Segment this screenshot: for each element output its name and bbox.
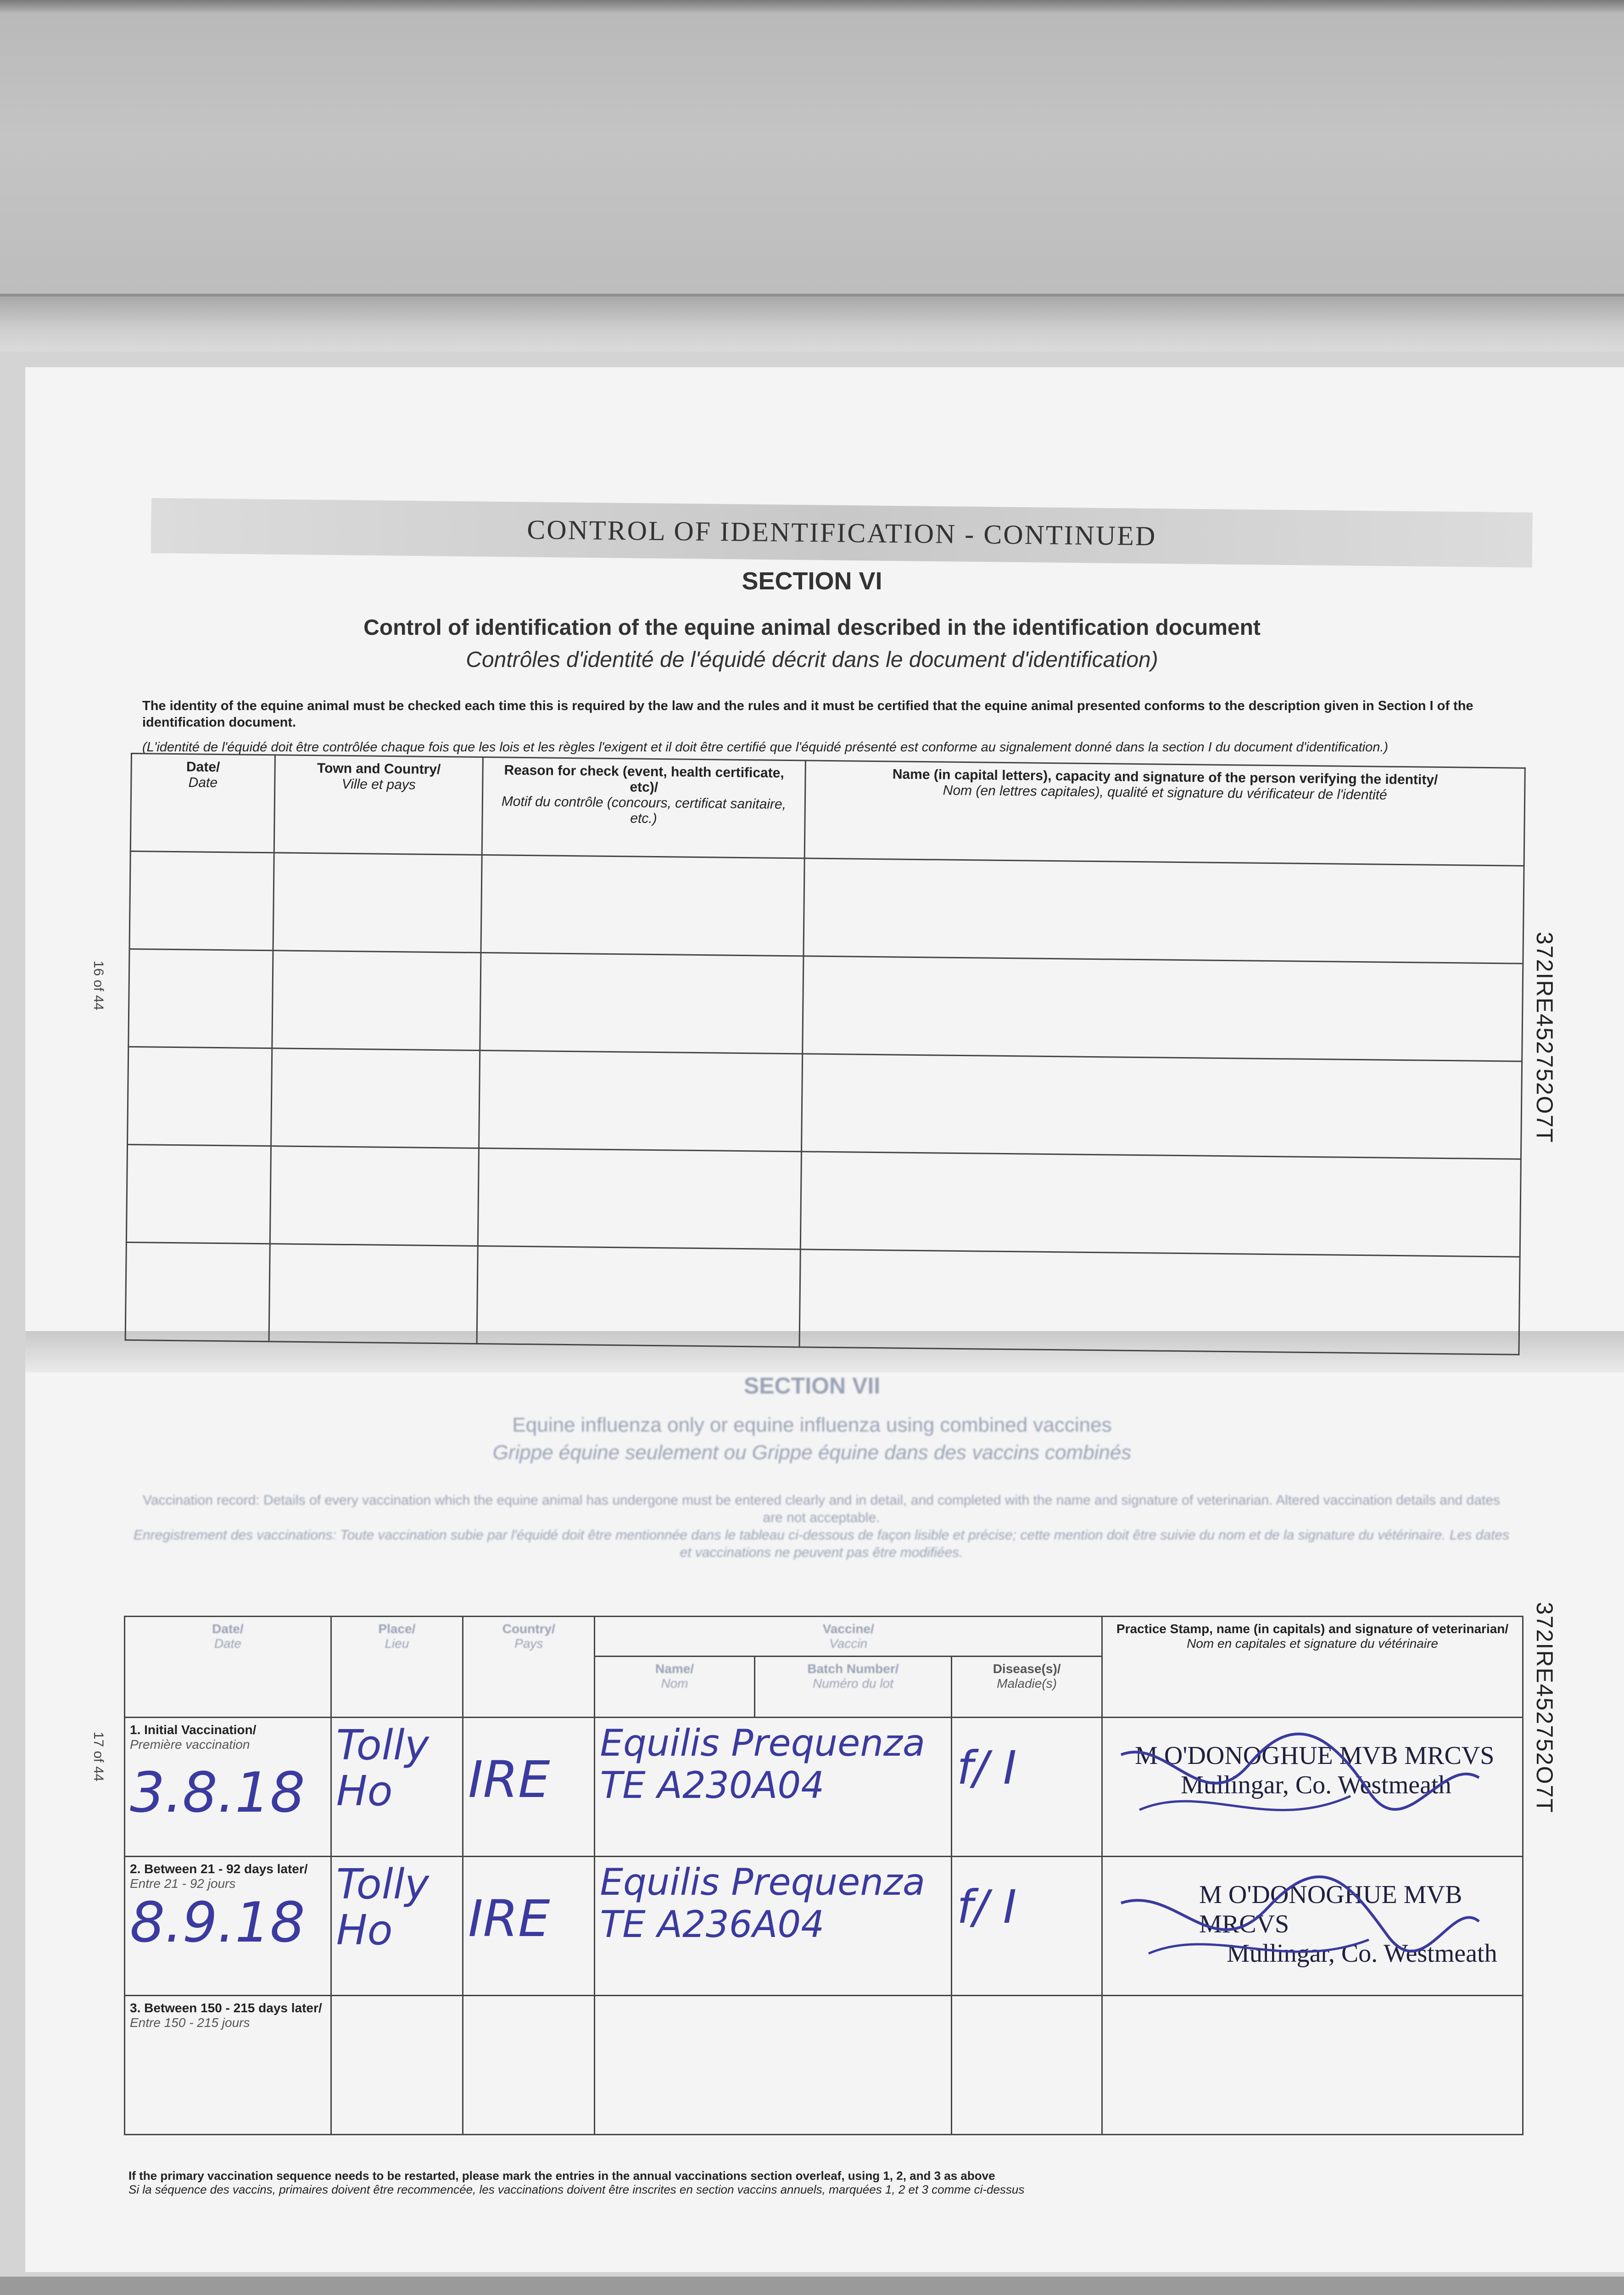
handwritten-country: IRE [468,1889,550,1948]
vet-stamp-name: M O'DONOGHUE MVB MRCVS [1135,1741,1495,1770]
vac-col-batch-fr: Numéro du lot [812,1676,893,1690]
vac-col-stamp-fr: Nom en capitales et signature du vétérinaire [1187,1636,1438,1651]
row-label [130,2001,326,2030]
table-cell[interactable] [270,1146,479,1246]
row-label-en: 1. Initial Vaccination/ [130,1723,257,1737]
vac-name-batch-cell[interactable] [595,1857,952,1996]
row-label-fr: Première vaccination [130,1737,250,1752]
vac-col-country-en: Country/ [502,1622,555,1636]
vac-col-stamp-en: Practice Stamp, name (in capitals) and signature of veterinarian/ [1116,1622,1509,1636]
vac-col-name-en: Name/ [655,1662,694,1676]
identity-check-table [125,753,1526,1355]
col-verifier-fr: Nom (en lettres capitales), qualité et signature du vérificateur de l'identité [943,783,1387,803]
section-vii-intro-en: Vaccination record: Details of every vaccination which the equine animal has undergone must be entered clearly and in detail, and completed with the name and signature of veterinarian. Altered vaccination details and dates are not acceptable. [143,1493,1500,1525]
table-cell[interactable] [269,1244,478,1344]
table-cell[interactable] [800,1152,1521,1257]
section-vi-title-en: Control of identification of the equine animal described in the identification document [363,616,1261,640]
handwritten-disease: f/ I [957,1741,1017,1795]
vac-col-stamp [1102,1617,1523,1718]
passport-id-lower: 372IRE452752O7T [1532,1602,1557,1814]
vac-name-batch-cell[interactable] [595,1718,952,1857]
vac-col-name-fr: Nom [661,1676,688,1690]
vac-col-vaccine [595,1617,1102,1657]
row-label-en: 3. Between 150 - 215 days later/ [130,2001,322,2015]
vac-date-cell[interactable] [125,1996,331,2135]
scanner-bottom-edge [0,2277,1624,2295]
col-town-header [274,755,483,855]
vaccination-row-2 [125,1857,1523,1996]
table-cell[interactable] [479,1051,803,1152]
vac-col-place-fr: Lieu [385,1636,409,1651]
section-vi-intro-fr: (L'identité de l'équidé doit être contrôlée chaque fois que les lois et les règles l'exigent et il doit être certifié que l'équidé présenté est conforme au signalement donné dans la section I du document d'identification.) [142,740,1389,755]
handwritten-batch: TE A236A04 [600,1903,825,1946]
vac-col-date-en: Date/ [212,1622,244,1636]
section-vi-title-fr: Contrôles d'identité de l'équidé décrit dans le document d'identification) [466,648,1158,672]
vac-country-cell[interactable] [463,1857,595,1996]
table-row [129,851,1524,964]
plastic-sleeve-edge [0,294,1624,352]
vac-col-disease-fr: Maladie(s) [997,1676,1057,1690]
vac-country-cell[interactable] [463,1996,595,2135]
col-verifier-header [804,761,1525,866]
table-cell[interactable] [804,858,1524,963]
vac-col-date [125,1617,331,1718]
table-row [128,1047,1522,1159]
row-label-fr: Entre 150 - 215 jours [130,2015,250,2030]
vac-disease-cell[interactable] [952,1857,1102,1996]
handwritten-country: IRE [468,1750,550,1809]
row-label-fr: Entre 21 - 92 jours [130,1876,236,1891]
vac-header-row [125,1617,1523,1657]
table-row [126,1144,1521,1257]
vac-stamp-cell[interactable] [1102,1996,1523,2135]
table-cell[interactable] [273,853,482,953]
table-cell[interactable] [480,953,804,1054]
vaccination-row-3 [125,1996,1523,2135]
banner-text: CONTROL OF IDENTIFICATION - CONTINUED [526,514,1157,551]
vac-col-place-en: Place/ [378,1622,416,1636]
table-row [125,1242,1520,1355]
vac-name-batch-cell[interactable] [595,1996,952,2135]
table-cell[interactable] [125,1242,270,1341]
table-cell[interactable] [478,1148,801,1249]
handwritten-date: 8.9.18 [130,1891,305,1955]
row-label-en: 2. Between 21 - 92 days later/ [130,1862,308,1876]
section-vi-intro-en: The identity of the equine animal must be checked each time this is required by the law and the rules and it must be certified that the equine animal presented conforms to the description given in Section I of the identification document. [142,699,1473,730]
section-vii-intro-fr: Enregistrement des vaccinations: Toute vaccination subie par l'équidé doit être mentionnée dans le tableau ci-dessous de façon lisible et précise; cette mention doit être suivie du nom et de la signature du vétérinaire. Les dates et vaccinations ne peuvent pas être modifiées. [133,1528,1510,1560]
handwritten-vaccine: Equilis Prequenza [600,1722,926,1764]
vaccination-table [124,1616,1524,2135]
table-cell[interactable] [481,855,804,956]
section-vii-heading: SECTION VII [743,1373,881,1399]
page-number-16: 16 of 44 [91,960,106,1011]
vet-stamp-name: M O'DONOGHUE MVB MRCVS [1199,1881,1462,1938]
table-cell[interactable] [799,1249,1520,1355]
vac-disease-cell[interactable] [952,1718,1102,1857]
table-cell[interactable] [477,1246,800,1347]
table-cell[interactable] [128,1047,272,1146]
table-cell[interactable] [272,951,481,1051]
table-cell[interactable] [128,949,273,1048]
table-cell[interactable] [801,1054,1522,1159]
vet-signature [1112,1866,1488,1976]
row-label [130,1723,326,1752]
vet-signature [1112,1727,1488,1837]
vaccination-footnote [128,2169,1024,2196]
table-row [128,949,1523,1061]
vac-col-batch-en: Batch Number/ [807,1662,899,1676]
scanner-background [0,0,1624,294]
vac-date-cell[interactable] [125,1857,331,1996]
footnote-en: If the primary vaccination sequence needs to be restarted, please mark the entries in the annual vaccinations section overleaf, using 1, 2, and 3 as above [128,2169,995,2183]
handwritten-place: Tolly Ho [336,1860,429,1954]
col-date-en: Date/ [186,759,220,775]
vac-col-name [595,1657,754,1718]
passport-id-upper: 372IRE452752O7T [1532,932,1557,1143]
vac-col-country [463,1617,595,1718]
col-verifier-en: Name (in capital letters), capacity and signature of the person verifying the identity/ [892,767,1438,788]
table-cell[interactable] [129,851,274,951]
handwritten-batch: TE A230A04 [600,1764,825,1807]
vac-col-disease-en: Disease(s)/ [993,1662,1061,1676]
vac-place-cell[interactable] [331,1857,463,1996]
vac-col-vaccine-en: Vaccine/ [822,1622,874,1636]
table-cell[interactable] [126,1144,271,1243]
col-reason-header [482,757,805,858]
col-date-fr: Date [188,775,218,790]
row-label [130,1862,326,1891]
vac-country-cell[interactable] [463,1718,595,1857]
vac-col-vaccine-fr: Vaccin [829,1636,868,1651]
section-vi-heading: SECTION VI [742,567,882,595]
vac-col-place [331,1617,463,1718]
vet-stamp-place: Mullingar, Co. Westmeath [1227,1939,1497,1968]
handwritten-date: 3.8.18 [130,1761,305,1825]
section-vii-title-fr: Grippe équine seulement ou Grippe équine dans des vaccins combinés [492,1441,1132,1464]
col-town-fr: Ville et pays [341,776,416,793]
footnote-fr: Si la séquence des vaccins, primaires doivent être recommencée, les vaccinations doivent être inscrites en section vaccins annuels, marquées 1, 2 et 3 comme ci-dessus [128,2183,1025,2196]
section-vii-title-en: Equine influenza only or equine influenza using combined vaccines [512,1414,1112,1436]
col-date-header [130,754,275,853]
vac-disease-cell[interactable] [952,1996,1102,2135]
vac-place-cell[interactable] [331,1996,463,2135]
section-vii-intro [133,1492,1510,1562]
table-cell[interactable] [271,1048,480,1148]
vac-col-country-fr: Pays [514,1636,543,1651]
vac-stamp-cell[interactable] [1102,1718,1523,1857]
table-header-row [130,754,1525,866]
vac-stamp-cell[interactable] [1102,1857,1523,1996]
vaccination-row-1 [125,1718,1523,1857]
handwritten-place: Tolly Ho [336,1721,429,1815]
handwritten-disease: f/ I [957,1880,1017,1934]
handwritten-vaccine: Equilis Prequenza [600,1861,926,1903]
table-cell[interactable] [803,956,1523,1061]
vet-stamp-place: Mullingar, Co. Westmeath [1181,1771,1451,1799]
vac-col-batch [754,1657,951,1718]
page-number-17: 17 of 44 [91,1731,106,1782]
vac-col-disease [952,1657,1102,1718]
vac-place-cell[interactable] [331,1718,463,1857]
vac-col-date-fr: Date [214,1636,241,1651]
vac-date-cell[interactable] [125,1718,331,1857]
col-reason-fr: Motif du contrôle (concours, certificat sanitaire, etc.) [501,794,787,827]
col-reason-en: Reason for check (event, health certificate, etc)/ [504,762,784,795]
col-town-en: Town and Country/ [317,761,441,778]
